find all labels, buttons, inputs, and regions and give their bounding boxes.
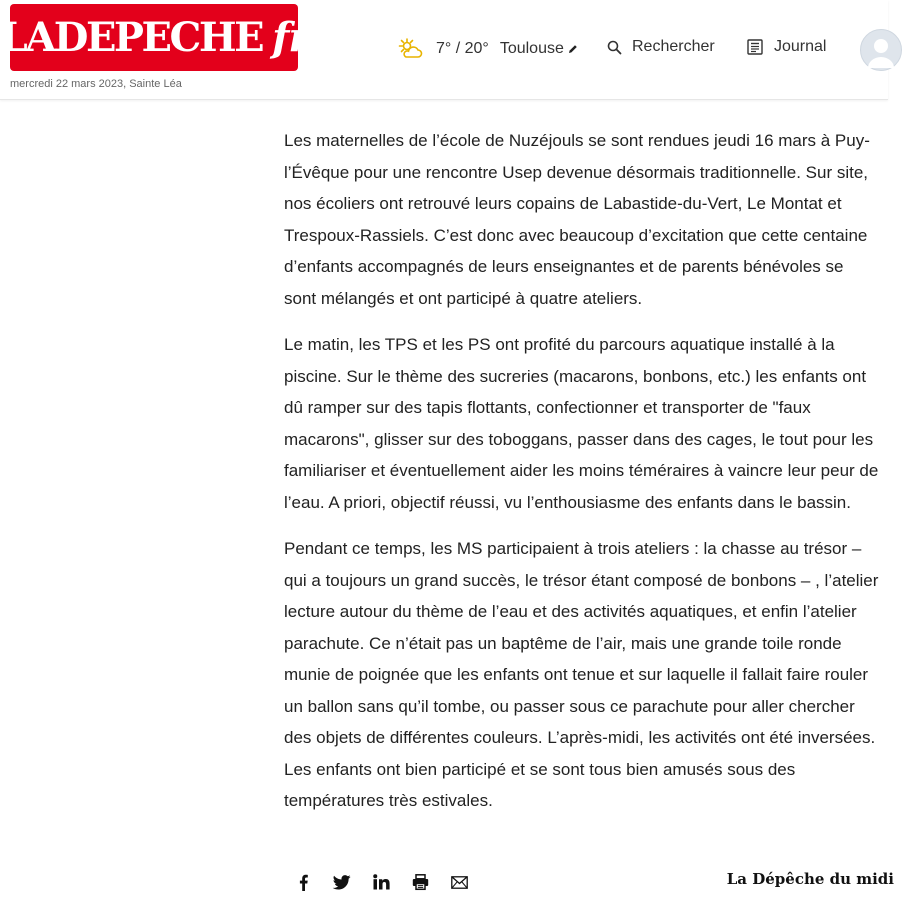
article-source: La Dépêche du midi xyxy=(726,870,894,888)
search-button[interactable] xyxy=(607,38,715,56)
facebook-icon xyxy=(297,874,309,891)
twitter-icon xyxy=(333,875,351,890)
sun-cloud-icon xyxy=(398,38,424,60)
journal-button[interactable] xyxy=(747,38,826,56)
weather-city[interactable]: Toulouse xyxy=(499,40,564,57)
article-paragraph: Les maternelles de l’école de Nuzéjouls se sont rendues jeudi 16 mars à Puy-l’Évêque pour une rencontre Usep devenue désormais traditionnelle. Sur site, nos écoliers ont retrouvé leurs copains de Labastide-du-Vert, Le Montat et Trespoux-Rassiels. C’est donc avec beaucoup d’excitation que cette centaine d’enfants accompagnés de leurs enseignantes et de parents bénévoles se sont mélangés et ont participé à quatre ateliers. xyxy=(284,131,870,308)
share-twitter-button[interactable] xyxy=(331,871,353,893)
print-button[interactable] xyxy=(409,871,431,893)
article-paragraph: Le matin, les TPS et les PS ont profité du parcours aquatique installé à la piscine. Sur le thème des sucreries (macarons, bonbons, etc.) les enfants ont dû ramper sur des tapis flottants, confectionner et transporter de "faux macarons", glisser sur des toboggans, passer dans des cages, le tout pour les familiariser et éventuellement aider les moins téméraires à vaincre leur peur de l’eau. A priori, objectif réussi, vu l’enthousiasme des enfants dans le bassin. xyxy=(284,335,879,512)
pencil-icon[interactable] xyxy=(568,44,578,54)
logo-wordmark: LADEPECHE xyxy=(0,14,263,61)
newspaper-icon xyxy=(747,39,764,55)
logo-suffix: fr xyxy=(272,14,309,61)
print-icon xyxy=(412,874,429,890)
dateline: mercredi 22 mars 2023, Sainte Léa xyxy=(10,78,182,90)
user-avatar[interactable] xyxy=(860,29,902,71)
share-email-button[interactable] xyxy=(448,871,470,893)
search-icon xyxy=(607,40,622,55)
site-header xyxy=(0,0,888,100)
article-paragraph: Pendant ce temps, les MS participaient à trois ateliers : la chasse au trésor – qui a toujours un grand succès, le trésor étant composé de bonbons – , l’atelier lecture autour du thème de l’eau et des activités aquatiques, et enfin l’atelier parachute. Ce n’était pas un baptême de l’air, mais une grande toile ronde munie de poignée que les enfants ont tenue et sur laquelle il fallait faire rouler un ballon sans qu’il tombe, ou passer sous ce parachute pour aller chercher des objets de différentes couleurs. L’après-midi, les activités ont été inversées. Les enfants ont bien participé et se sont tous bien amusés sous des températures très estivales. xyxy=(284,539,879,810)
journal-label: Journal xyxy=(774,38,827,55)
email-icon xyxy=(451,876,468,889)
weather-widget[interactable] xyxy=(398,38,578,60)
linkedin-icon xyxy=(373,874,390,890)
share-bar xyxy=(292,871,487,893)
weather-temperature: 7° / 20° xyxy=(436,40,489,57)
user-icon xyxy=(861,30,901,70)
share-linkedin-button[interactable] xyxy=(370,871,392,893)
search-label: Rechercher xyxy=(632,38,715,55)
site-logo[interactable] xyxy=(0,4,309,71)
article-body xyxy=(284,125,880,832)
share-facebook-button[interactable] xyxy=(292,871,314,893)
